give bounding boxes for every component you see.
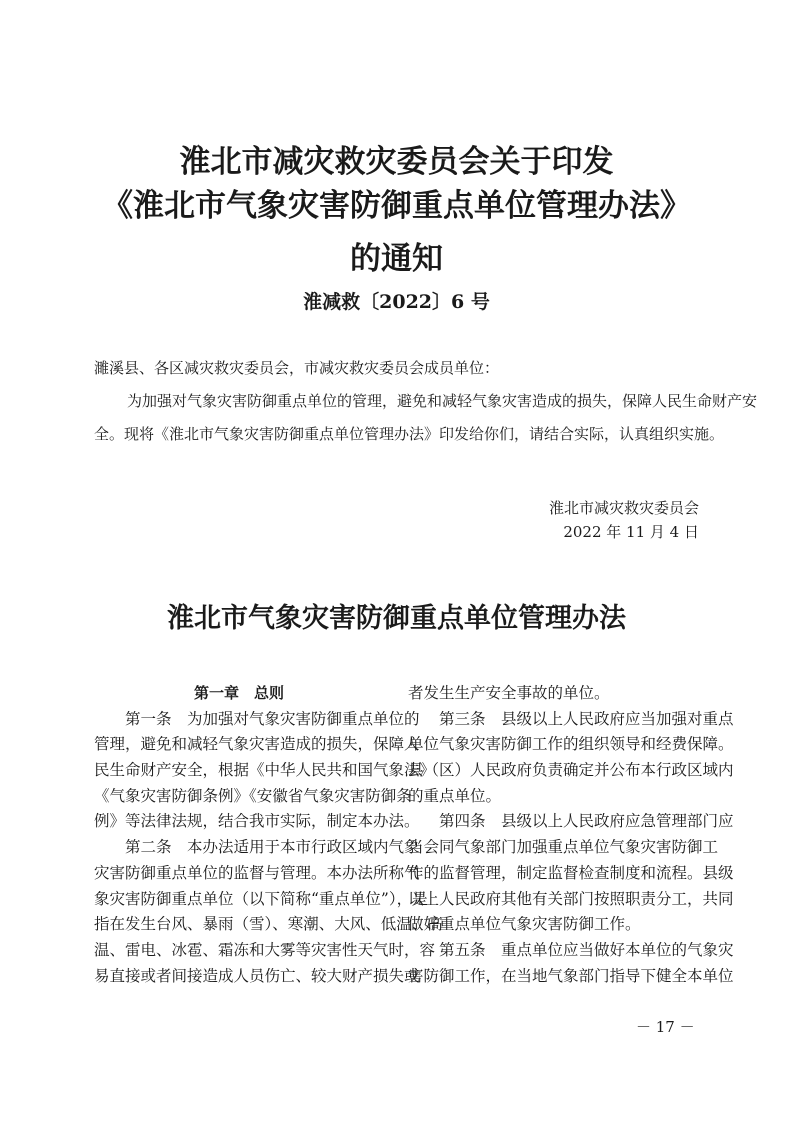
signature-date: 2022 年 11 月 4 日 [563,523,699,541]
text-line: 例》等法律法规，结合我市实际，制定本办法。 [94,812,420,831]
notice-title-line-3: 的通知 [350,241,443,277]
page-number: － 17 － [636,1018,695,1036]
text-line: 民生命财产安全，根据《中华人民共和国气象法》 [94,761,436,780]
text-line: 易直接或者间接造成人员伤亡、较大财产损失或 [94,966,420,985]
text-line: 灾害防御重点单位的监督与管理。本办法所称气 [94,863,420,882]
text-line: 作的监督管理，制定监督检查制度和流程。县级 [408,863,734,882]
text-line: 以上人民政府其他有关部门按照职责分工，共同 [408,889,734,908]
text-line: 温、雷电、冰雹、霜冻和大雾等灾害性天气时，容 [94,940,436,959]
chapter-heading: 第一章 总则 [193,684,284,702]
notice-title-line-2: 《淮北市气象灾害防御重点单位管理办法》 [102,188,691,224]
text-line: 的重点单位。 [408,786,502,805]
left-column [94,681,443,989]
text-line: 第二条 本办法适用于本市行政区域内气象 [125,838,420,857]
notice-paragraph-line-1: 为加强对气象灾害防御重点单位的管理，避免和减轻气象灾害造成的损失，保障人民生命财产安 [127,392,758,410]
text-line: 第三条 县级以上人民政府应当加强对重点 [439,709,734,728]
addressee-line: 濉溪县、各区减灾救灾委员会，市减灾救灾委员会成员单位： [94,359,500,377]
text-line: 当会同气象部门加强重点单位气象灾害防御工 [408,838,719,857]
text-line: 害防御工作，在当地气象部门指导下健全本单位 [408,966,734,985]
text-line: 象灾害防御重点单位（以下简称“重点单位”），是 [94,889,428,908]
notice-paragraph-line-2: 全。现将《淮北市气象灾害防御重点单位管理办法》印发给你们，请结合实际，认真组织实施。 [94,425,725,443]
right-column [408,681,734,989]
text-line: 第五条 重点单位应当做好本单位的气象灾 [439,940,734,959]
text-line: 单位气象灾害防御工作的组织领导和经费保障。 [408,735,734,754]
text-line: 《气象灾害防御条例》《安徽省气象灾害防御条 [94,786,412,805]
measures-title: 淮北市气象灾害防御重点单位管理办法 [167,603,626,634]
text-line: 做好重点单位气象灾害防御工作。 [408,915,641,934]
text-line: 第一条 为加强对气象灾害防御重点单位的 [125,709,420,728]
text-line: 管理，避免和减轻气象灾害造成的损失，保障人 [94,735,420,754]
signature-organization: 淮北市减灾救灾委员会 [548,499,699,517]
text-line: 县（区）人民政府负责确定并公布本行政区域内 [408,761,734,780]
document-number: 淮减救〔2022〕6 号 [303,291,490,313]
text-line: 者发生生产安全事故的单位。 [408,684,610,702]
notice-title-line-1: 淮北市减灾救灾委员会关于印发 [179,144,614,180]
text-line: 指在发生台风、暴雨（雪）、寒潮、大风、低温、高 [94,915,443,934]
text-line: 第四条 县级以上人民政府应急管理部门应 [439,812,734,831]
